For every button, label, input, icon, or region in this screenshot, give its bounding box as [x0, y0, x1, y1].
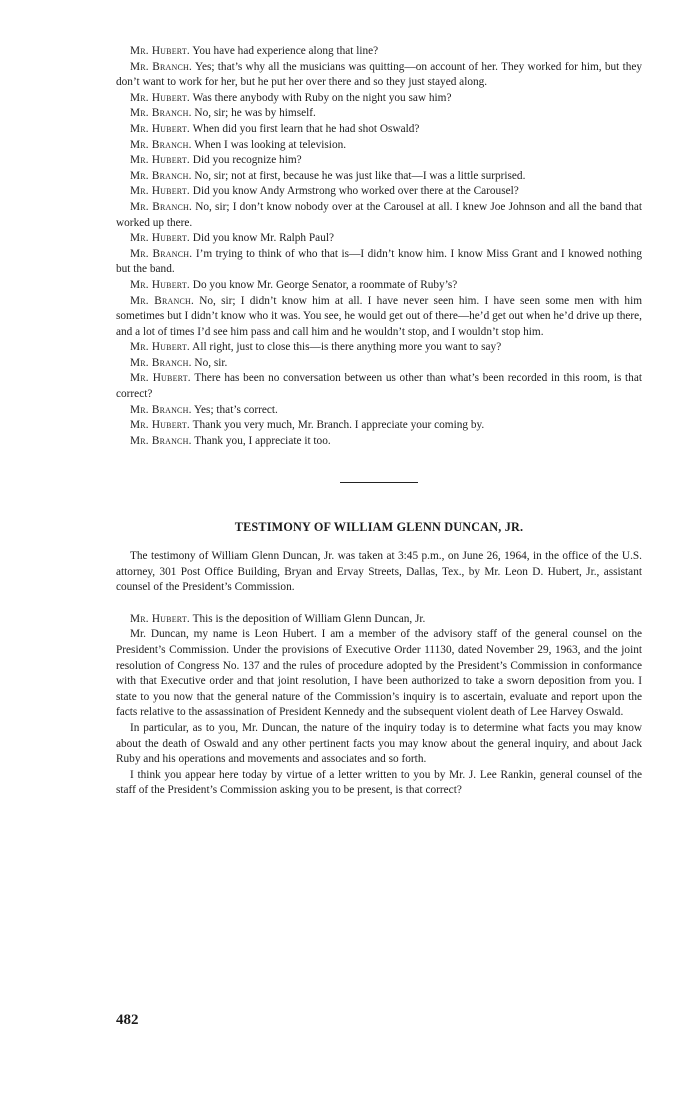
document-page: [116, 44, 642, 799]
speaker-label: Mr. Hubert.: [130, 232, 190, 245]
speech-text: No, sir.: [194, 356, 228, 369]
speech-text: I’m trying to think of who that is—I didn’t know him. I know Miss Grant and I knowed nothing but the band.: [116, 247, 643, 276]
speech-text: Did you know Andy Armstrong who worked over there at the Carousel?: [192, 185, 519, 198]
speaker-label: Mr. Branch.: [130, 107, 192, 120]
speech-text: Mr. Duncan, my name is Leon Hubert. I am a member of the advisory staff of the general counsel on the President’s Commission. Under the provisions of Executive Order 11130, dated November 29, 1963, and the joint resolution of Congress No. 137 and the rules of procedure adopted by the President’s Commission in conformance with that Executive order and that joint resolution, I have been authorized to take a sworn deposition from you. I state to you now that the general nature of the Commission’s inquiry is to ascertain, evaluate and report upon the facts relative to the assassination of President Kennedy and the subsequent violent death of Lee Harvey Oswald.: [116, 628, 642, 719]
speaker-label: Mr. Branch.: [130, 138, 192, 151]
transcript-paragraph: [116, 60, 642, 91]
speaker-label: Mr. Branch.: [130, 169, 192, 182]
speech-text: Yes; that’s why all the musicians was quitting—on account of her. They worked for him, but they don’t want to work for her, but he put her over there and so they just stayed along.: [116, 60, 643, 89]
speaker-label: Mr. Branch.: [130, 294, 195, 307]
transcript-paragraph: [116, 403, 642, 419]
speaker-label: Mr. Hubert.: [130, 45, 190, 57]
speaker-label: Mr. Branch.: [130, 200, 192, 213]
testimony-intro: The testimony of William Glenn Duncan, Jr. was taken at 3:45 p.m., on June 26, 1964, in the office of the U.S. attorney, 301 Post Office Building, Bryan and Ervay Streets, Dallas, Tex., by Mr. Leon D. Hubert, Jr., assistant counsel of the President’s Commission.: [116, 550, 642, 594]
speech-text: Thank you, I appreciate it too.: [194, 434, 331, 447]
speech-text: No, sir; I don’t know nobody over at the Carousel at all. I knew Joe Johnson and all the band that worked up there.: [116, 200, 643, 229]
speaker-label: Mr. Branch.: [130, 247, 193, 260]
transcript-paragraph: [116, 247, 642, 278]
transcript-paragraph: [116, 169, 642, 185]
speaker-label: Mr. Hubert.: [130, 419, 190, 432]
transcript-paragraph: [116, 138, 642, 154]
speech-text: You have had experience along that line?: [192, 45, 379, 57]
speaker-label: Mr. Hubert.: [130, 122, 190, 135]
transcript-paragraph: [116, 278, 642, 294]
transcript-paragraph: [116, 91, 642, 107]
speech-text: No, sir; not at first, because he was just like that—I was a little surprised.: [194, 169, 526, 182]
transcript-paragraph: [116, 356, 642, 372]
speaker-label: Mr. Hubert.: [130, 91, 190, 104]
transcript-paragraph: [116, 418, 642, 434]
transcript-paragraph: [116, 106, 642, 122]
speech-text: Did you know Mr. Ralph Paul?: [192, 232, 335, 245]
transcript-paragraph: [116, 44, 642, 60]
speech-text: In particular, as to you, Mr. Duncan, the nature of the inquiry today is to determine what facts you may know about the death of Oswald and any other pertinent facts you may know about the general inquiry, and about Jack Ruby and his operations and movements and associates and so forth.: [116, 721, 642, 766]
page-number: 482: [116, 1012, 139, 1028]
transcript-paragraph: [116, 184, 642, 200]
transcript-paragraph: [116, 200, 642, 231]
speech-text: Do you know Mr. George Senator, a roommate of Ruby’s?: [192, 278, 458, 291]
speech-text: When did you first learn that he had shot Oswald?: [192, 122, 420, 135]
speech-text: No, sir; he was by himself.: [194, 107, 316, 120]
speaker-label: Mr. Hubert.: [130, 372, 191, 385]
speaker-label: Mr. Branch.: [130, 434, 192, 447]
speech-text: This is the deposition of William Glenn Duncan, Jr.: [192, 612, 426, 625]
speaker-label: Mr. Hubert.: [130, 341, 190, 354]
speaker-label: Mr. Hubert.: [130, 278, 190, 291]
transcript-paragraph: [116, 294, 642, 341]
transcript-paragraph: [116, 612, 642, 628]
transcript-exchange-duncan: [116, 612, 642, 799]
transcript-paragraph: [116, 231, 642, 247]
speaker-label: Mr. Hubert.: [130, 612, 190, 625]
transcript-paragraph: [116, 434, 642, 450]
speech-text: When I was looking at television.: [194, 138, 347, 151]
section-heading: TESTIMONY OF WILLIAM GLENN DUNCAN, JR.: [234, 520, 524, 535]
speech-text: Was there anybody with Ruby on the night you saw him?: [192, 91, 452, 104]
speech-text: I think you appear here today by virtue of a letter written to you by Mr. J. Lee Rankin, general counsel of the staff of the President’s Commission asking you to be present, is that correct?: [116, 768, 642, 797]
speech-text: There has been no conversation between us other than what’s been recorded in this room, is that correct?: [116, 372, 642, 401]
transcript-paragraph: [116, 627, 642, 721]
speaker-label: Mr. Branch.: [130, 403, 192, 416]
section-divider: [340, 482, 418, 483]
speaker-label: Mr. Branch.: [130, 356, 192, 369]
speaker-label: Mr. Hubert.: [130, 185, 190, 198]
transcript-exchange-branch: [116, 44, 642, 449]
transcript-paragraph: [116, 371, 642, 402]
speech-text: No, sir; I didn’t know him at all. I have never seen him. I have seen some men with him sometimes but I didn’t know who it was. You see, he would get out of there—he’d get out when he’d drive up there, and a lot of times I’d see him pass and call him and he wouldn’t stop, and I wouldn’t stop him.: [116, 294, 642, 338]
speech-text: Yes; that’s correct.: [194, 403, 278, 416]
speech-text: All right, just to close this—is there anything more you want to say?: [192, 341, 502, 354]
transcript-paragraph: [116, 721, 642, 768]
transcript-paragraph: [116, 768, 642, 799]
speaker-label: Mr. Hubert.: [130, 154, 190, 167]
transcript-paragraph: [116, 122, 642, 138]
speech-text: Thank you very much, Mr. Branch. I appreciate your coming by.: [192, 419, 485, 432]
transcript-paragraph: [116, 340, 642, 356]
transcript-paragraph: [116, 153, 642, 169]
speaker-label: Mr. Branch.: [130, 60, 193, 73]
speech-text: Did you recognize him?: [192, 154, 302, 167]
